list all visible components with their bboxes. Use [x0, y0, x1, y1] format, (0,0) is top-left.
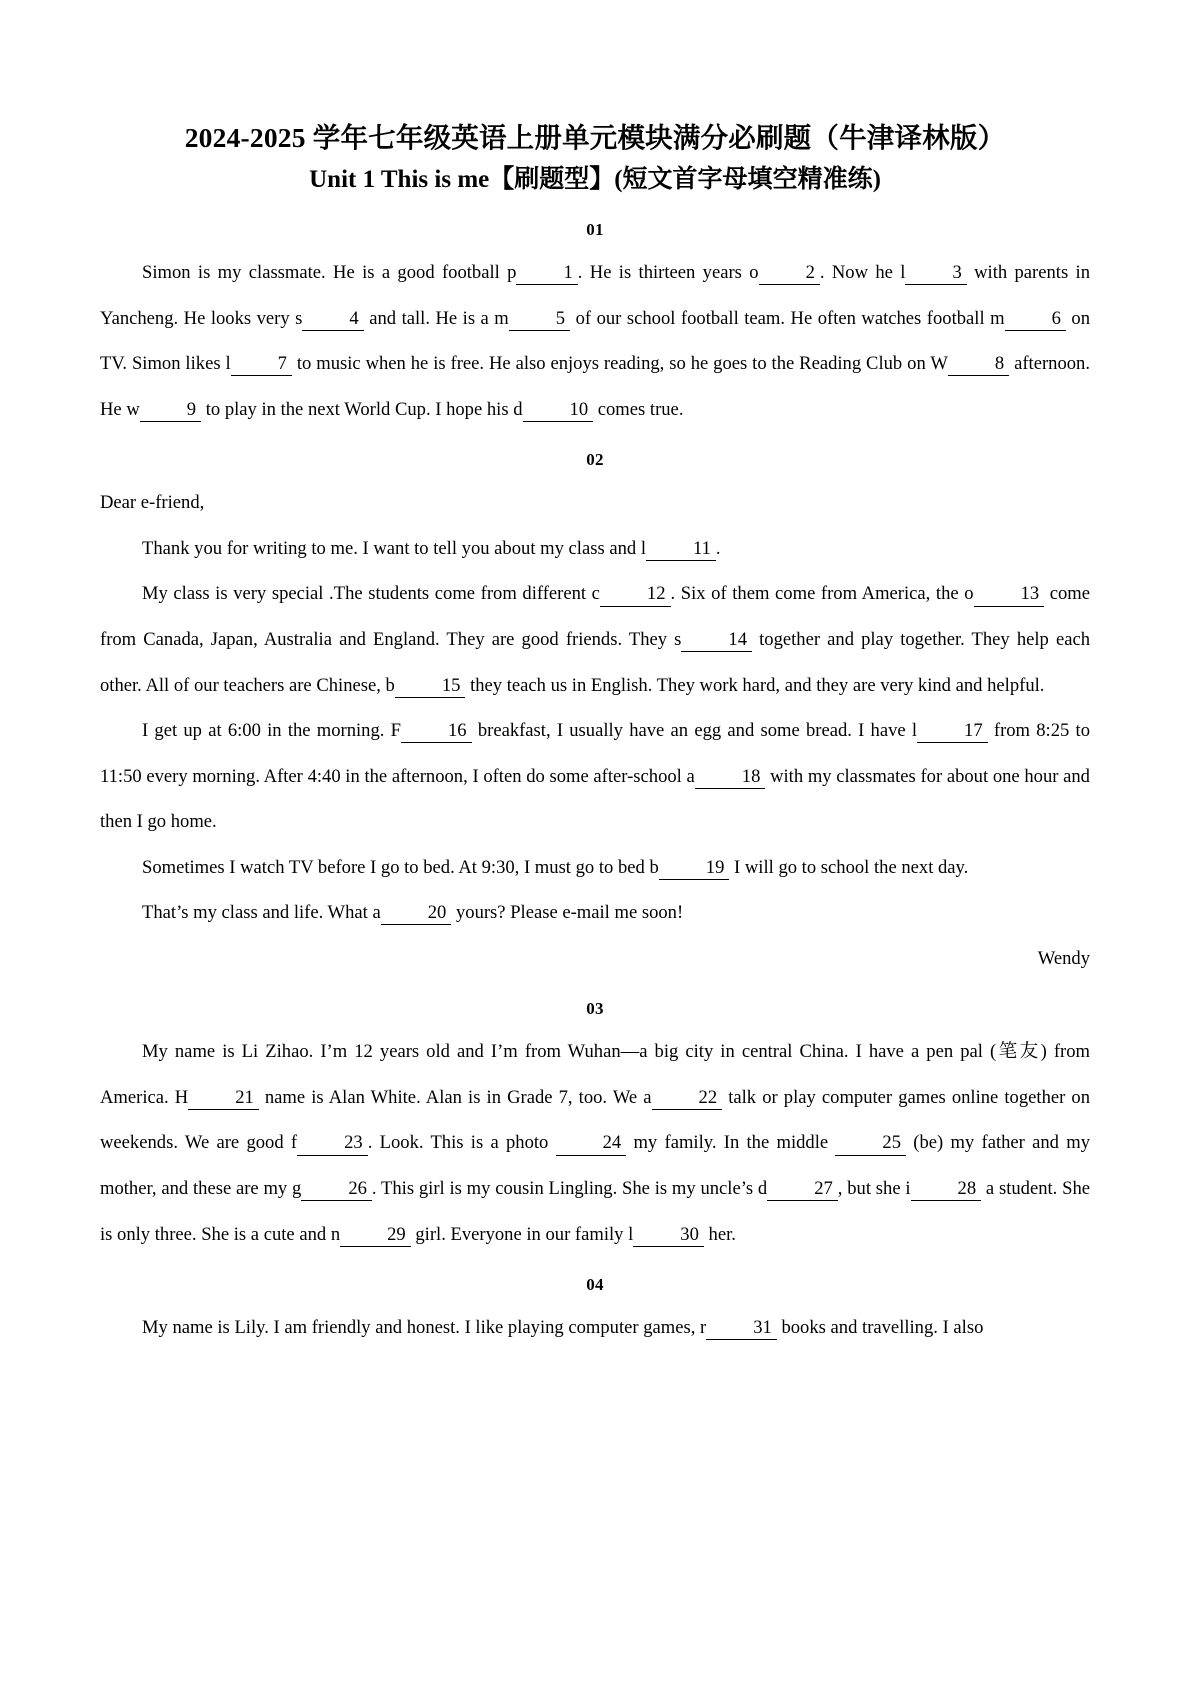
text-run: to music when he is free. He also enjoys reading, so he goes to the Reading Club on W — [291, 353, 948, 375]
answer-blank-2[interactable]: 2 — [759, 261, 820, 285]
text-run: a student. She is only three. She is a cute and n — [100, 1177, 1090, 1245]
text-run: Dear e-friend, — [100, 492, 205, 514]
text-run: with my classmates for about one hour and then I go home. — [100, 765, 1090, 833]
text-run: on TV. Simon likes l — [100, 307, 1090, 375]
text-run: I will go to school the next day. — [729, 856, 969, 878]
text-run: books and travelling. I also — [776, 1317, 984, 1339]
answer-blank-27[interactable]: 27 — [767, 1177, 838, 1201]
text-run: name is Alan White. Alan is in Grade 7, too. We a — [258, 1086, 652, 1108]
answer-blank-20[interactable]: 20 — [381, 901, 452, 925]
sections-container — [100, 220, 1090, 1350]
answer-blank-15[interactable]: 15 — [395, 674, 466, 698]
answer-blank-21[interactable]: 21 — [188, 1086, 259, 1110]
answer-blank-9[interactable]: 9 — [140, 398, 201, 422]
text-run: girl. Everyone in our family l — [410, 1223, 634, 1245]
text-run: comes true. — [593, 398, 684, 420]
text-run: My name is Lily. I am friendly and honest. I like playing computer games, r — [142, 1317, 707, 1339]
section-number: 03 — [586, 999, 604, 1019]
page-subtitle: Unit 1 This is me【刷题型】(短文首字母填空精准练) — [309, 165, 881, 193]
paragraph — [100, 526, 1090, 572]
text-run: Sometimes I watch TV before I go to bed. At 9:30, I must go to bed b — [142, 856, 659, 878]
paragraph — [100, 845, 1090, 891]
answer-blank-31[interactable]: 31 — [706, 1316, 777, 1340]
text-run: of our school football team. He often watches football m — [570, 307, 1005, 329]
text-run: to play in the next World Cup. I hope his d — [201, 398, 523, 420]
answer-blank-1[interactable]: 1 — [516, 261, 577, 285]
section-number: 04 — [586, 1275, 604, 1295]
paragraph — [100, 571, 1090, 708]
paragraph — [100, 480, 1090, 526]
text-run: . He is thirteen years o — [577, 262, 759, 284]
text-run: I get up at 6:00 in the morning. F — [142, 720, 401, 742]
text-run: . Now he l — [819, 262, 906, 284]
answer-blank-10[interactable]: 10 — [523, 398, 594, 422]
text-run: and tall. He is a m — [363, 307, 509, 329]
signature-line — [100, 936, 1090, 982]
answer-blank-16[interactable]: 16 — [401, 719, 472, 743]
answer-blank-4[interactable]: 4 — [302, 307, 363, 331]
text-run: . Look. This is a photo — [367, 1132, 556, 1154]
paragraph — [100, 1029, 1090, 1257]
answer-blank-12[interactable]: 12 — [600, 582, 671, 606]
answer-blank-23[interactable]: 23 — [297, 1131, 368, 1155]
text-run: Wendy — [1037, 947, 1090, 969]
text-run: come from Canada, Japan, Australia and England. They are good friends. They s — [100, 583, 1090, 650]
text-run: from 8:25 to 11:50 every morning. After 4:40 in the afternoon, I often do some after-school a — [100, 720, 1090, 787]
answer-blank-30[interactable]: 30 — [633, 1223, 704, 1247]
answer-blank-29[interactable]: 29 — [340, 1223, 411, 1247]
text-run: Simon is my classmate. He is a good football p — [142, 262, 517, 284]
answer-blank-8[interactable]: 8 — [948, 352, 1009, 376]
text-run: together and play together. They help each other. All of our teachers are Chinese, b — [100, 628, 1091, 696]
section-number: 02 — [586, 450, 604, 470]
text-run: . Six of them come from America, the o — [670, 583, 974, 605]
answer-blank-6[interactable]: 6 — [1005, 307, 1066, 331]
text-run: . — [715, 537, 721, 559]
text-run: they teach us in English. They work hard, and they are very kind and helpful. — [465, 674, 1045, 696]
text-run: Thank you for writing to me. I want to tell you about my class and l — [142, 537, 647, 559]
text-run: talk or play computer games online together on weekends. We are good f — [100, 1086, 1091, 1154]
text-run: My name is Li Zihao. I’m 12 years old and I’m from Wuhan—a big city in central China. I have a pen pal (笔友) from America. H — [100, 1041, 1090, 1108]
answer-blank-13[interactable]: 13 — [974, 582, 1045, 606]
answer-blank-5[interactable]: 5 — [509, 307, 570, 331]
paragraph — [100, 250, 1090, 432]
answer-blank-22[interactable]: 22 — [652, 1086, 723, 1110]
paragraph — [100, 890, 1090, 936]
text-run: , but she i — [837, 1177, 911, 1199]
answer-blank-7[interactable]: 7 — [231, 352, 292, 376]
answer-blank-18[interactable]: 18 — [695, 765, 766, 789]
text-run: . This girl is my cousin Lingling. She is my uncle’s d — [371, 1177, 768, 1199]
answer-blank-25[interactable]: 25 — [835, 1131, 906, 1155]
text-run: with parents in Yancheng. He looks very s — [100, 262, 1091, 329]
answer-blank-19[interactable]: 19 — [659, 856, 730, 880]
text-run: afternoon. He w — [100, 353, 1090, 420]
answer-blank-28[interactable]: 28 — [911, 1177, 982, 1201]
text-run: yours? Please e-mail me soon! — [451, 902, 684, 924]
text-run: (be) my father and my mother, and these are my g — [100, 1132, 1091, 1199]
text-run: her. — [703, 1223, 736, 1245]
answer-blank-26[interactable]: 26 — [301, 1177, 372, 1201]
text-run: My class is very special .The students come from different c — [142, 583, 600, 605]
page-title: 2024-2025 学年七年级英语上册单元模块满分必刷题（牛津译林版） — [184, 122, 1006, 153]
text-run: my family. In the middle — [626, 1132, 836, 1154]
text-run: breakfast, I usually have an egg and some bread. I have l — [471, 720, 918, 742]
answer-blank-17[interactable]: 17 — [917, 719, 988, 743]
answer-blank-14[interactable]: 14 — [681, 628, 752, 652]
paragraph — [100, 708, 1090, 845]
answer-blank-24[interactable]: 24 — [556, 1131, 627, 1155]
text-run: That’s my class and life. What a — [142, 902, 381, 924]
section-number: 01 — [586, 220, 604, 240]
answer-blank-11[interactable]: 11 — [646, 537, 716, 561]
answer-blank-3[interactable]: 3 — [905, 261, 966, 285]
paragraph — [100, 1305, 1090, 1351]
